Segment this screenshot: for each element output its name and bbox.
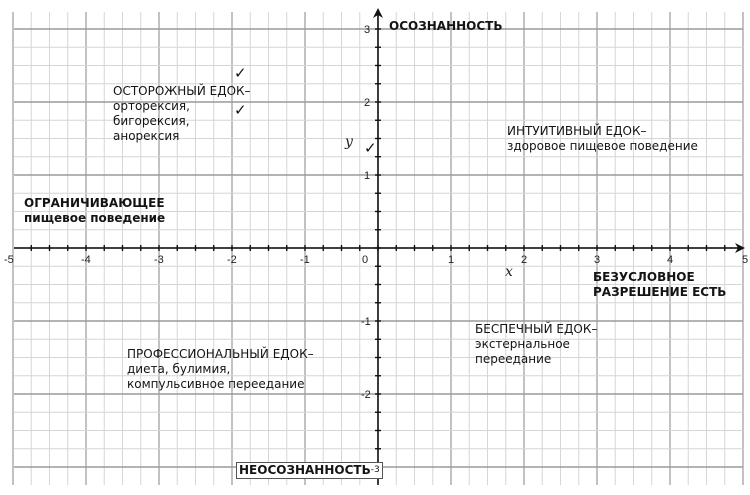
checkmark-icon: ✓ xyxy=(234,101,247,119)
x-axis-left-title-line1: ОГРАНИЧИВАЮЩЕЕ xyxy=(24,196,165,210)
quadrant-bottom-left xyxy=(127,347,314,392)
checkmark-icon: ✓ xyxy=(234,64,247,82)
quadrant-top-right-title: ИНТУИТИВНЫЙ ЕДОК– xyxy=(507,124,647,138)
quadrant-top-left-title: ОСТОРОЖНЫЙ ЕДОК– xyxy=(113,84,251,98)
x-axis-right-title-line1: БЕЗУСЛОВНОЕ xyxy=(593,270,695,284)
quadrant-bottom-right-line2: переедание xyxy=(475,352,552,366)
quadrant-top-left xyxy=(113,84,251,144)
x-tick-3: 3 xyxy=(594,254,601,266)
x-axis-left-title xyxy=(24,196,165,226)
quadrant-top-left-line3: анорексия xyxy=(113,129,180,143)
x-tick-5: 5 xyxy=(742,254,749,266)
x-tick-2: 2 xyxy=(521,254,528,266)
quadrant-bottom-right xyxy=(475,322,597,367)
quadrant-bottom-left-title: ПРОФЕССИОНАЛЬНЫЙ ЕДОК– xyxy=(127,347,314,361)
x-axis-right-title-line2: РАЗРЕШЕНИЕ ЕСТЬ xyxy=(593,285,727,299)
y-tick-neg3: -3 xyxy=(370,465,380,475)
quadrant-bottom-left-line1: диета, булимия, xyxy=(127,362,231,376)
x-axis-right-title xyxy=(593,270,726,300)
checkmark-icon: ✓ xyxy=(364,139,377,157)
quadrant-top-left-line2: бигорексия, xyxy=(113,114,190,128)
x-tick-neg1: -1 xyxy=(300,254,310,266)
y-axis-top-title: ОСОЗНАННОСТЬ xyxy=(389,19,503,33)
x-axis-variable: x xyxy=(505,264,513,280)
y-tick-3: 3 xyxy=(364,24,371,36)
y-tick-1: 1 xyxy=(364,170,371,182)
x-tick-1: 1 xyxy=(448,254,455,266)
quadrant-top-left-line1: орторексия, xyxy=(113,99,190,113)
quadrant-bottom-right-line1: экстернальное xyxy=(475,337,570,351)
y-tick-neg1: -1 xyxy=(361,316,371,328)
quadrant-bottom-left-line2: компульсивное переедание xyxy=(127,377,305,391)
x-tick-neg4: -4 xyxy=(81,254,91,266)
quadrant-top-right xyxy=(507,124,698,154)
y-axis-variable: y xyxy=(345,134,353,150)
y-axis-bottom-title-text: НЕОСОЗНАННОСТЬ xyxy=(239,463,371,477)
y-tick-neg2: -2 xyxy=(361,389,371,401)
y-axis-bottom-title xyxy=(236,462,383,479)
quadrant-bottom-right-title: БЕСПЕЧНЫЙ ЕДОК– xyxy=(475,322,598,336)
y-tick-2: 2 xyxy=(364,97,371,109)
x-tick-neg5: -5 xyxy=(4,254,14,266)
x-tick-4: 4 xyxy=(667,254,674,266)
x-tick-neg2: -2 xyxy=(227,254,237,266)
x-tick-neg3: -3 xyxy=(154,254,164,266)
quadrant-top-right-line1: здоровое пищевое поведение xyxy=(507,139,698,153)
x-axis-left-title-line2: пищевое поведение xyxy=(24,211,166,225)
x-tick-0: 0 xyxy=(362,254,369,266)
